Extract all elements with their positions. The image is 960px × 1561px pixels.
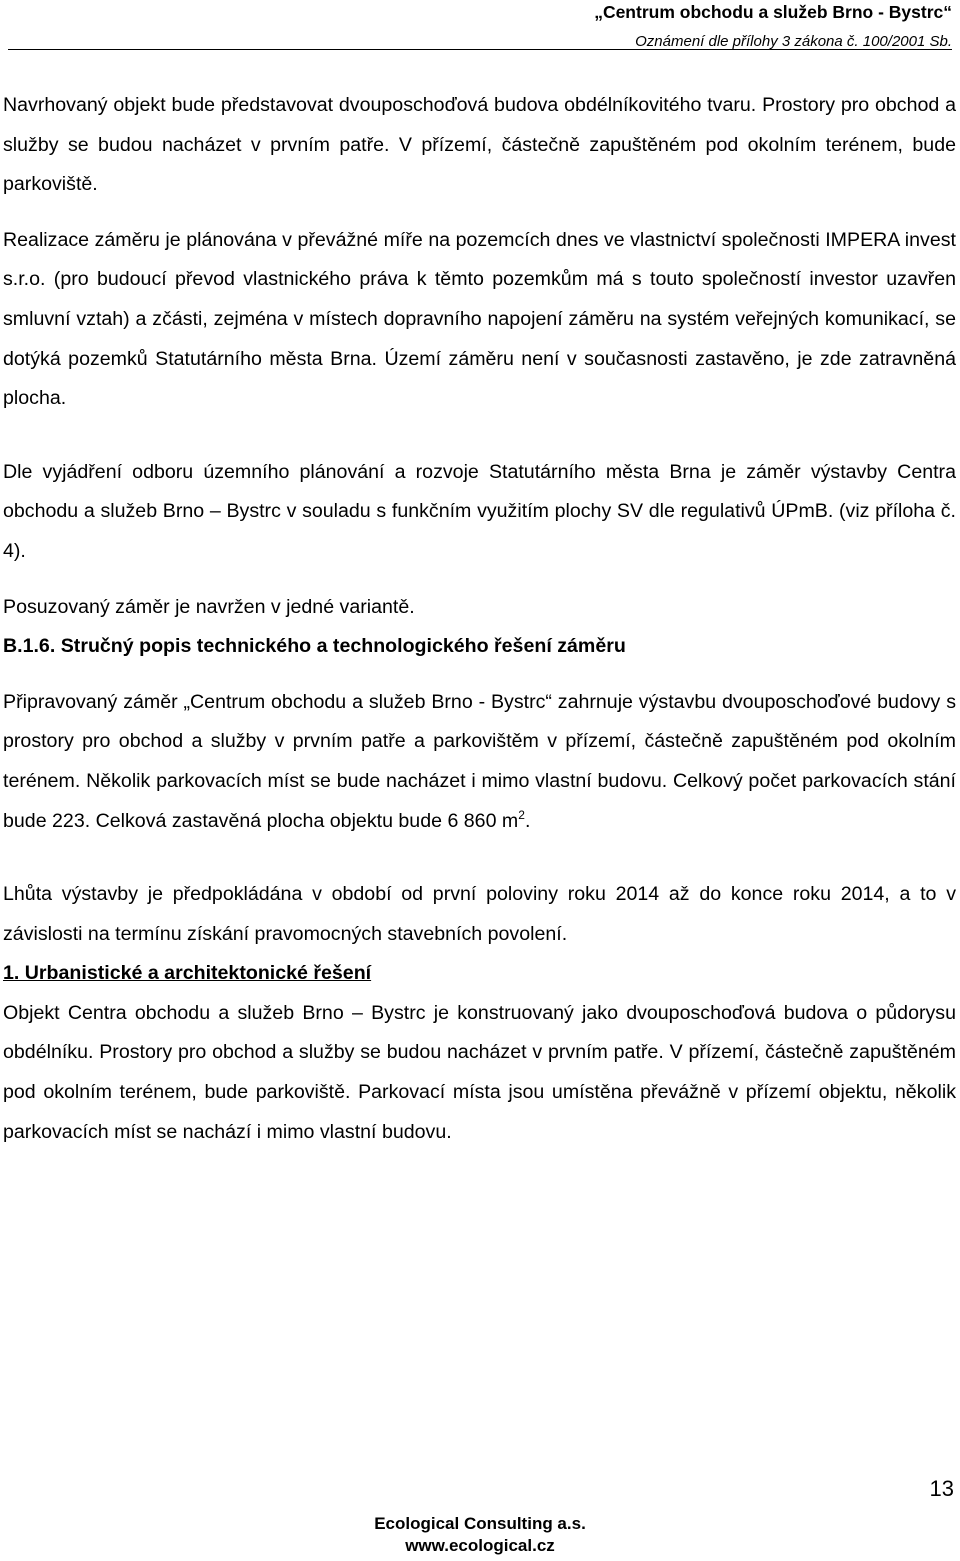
- paragraph-planning-compliance: Dle vyjádření odboru územního plánování a rozvoje Statutárního města Brna je záměr výstavby Centra obchodu a služeb Brno – Bystrc v souladu s funkčním využitím plochy SV dle regulativů ÚPmB. (viz příloha č. 4).: [3, 460, 956, 562]
- paragraph-land-ownership: Realizace záměru je plánována v převážné míře na pozemcích dnes ve vlastnictví společnosti IMPERA invest s.r.o. (pro budoucí převod vlastnického práva k těmto pozemkům má s touto společností investor uzavřen smluvní vztah) a zčásti, zejména v místech dopravního napojení záměru na systém veřejných komunikací, se dotýká pozemků Statutárního města Brna. Území záměru není v současnosti zastavěno, je zde zatravněná plocha.: [3, 228, 956, 410]
- section-heading-b16: B.1.6. Stručný popis technického a technologického řešení záměru: [3, 635, 626, 658]
- footer-company: Ecological Consulting a.s.: [374, 1514, 586, 1533]
- footer-website: www.ecological.cz: [405, 1536, 555, 1555]
- paragraph-variant: Posuzovaný záměr je navržen v jedné variantě.: [3, 595, 415, 618]
- paragraph-architecture: Objekt Centra obchodu a služeb Brno – Bystrc je konstruovaný jako dvouposchoďová budova o půdorysu obdélníku. Prostory pro obchod a služby se budou nacházet v prvním patře. V přízemí, částečně zapuštěném pod okolním terénem, bude parkoviště. Parkovací místa jsou umístěna převážně v přízemí objektu, několik parkovacích míst se nachází i mimo vlastní budovu.: [3, 1001, 956, 1143]
- superscript-squared: 2: [518, 807, 525, 822]
- paragraph-project-summary-text: Připravovaný záměr „Centrum obchodu a služeb Brno - Bystrc“ zahrnuje výstavbu dvouposchoďové budovy s prostory pro obchod a služby v prvním patře a parkovištěm v přízemí, částečně zapuštěném pod okolním terénem. Několik parkovacích míst se bude nacházet i mimo vlastní budovu. Celkový počet parkovacích stání bude 223. Celková zastavěná plocha objektu bude 6 860 m: [3, 690, 956, 832]
- document-subtitle: Oznámení dle přílohy 3 zákona č. 100/2001 Sb.: [635, 33, 952, 50]
- paragraph-project-summary: [3, 683, 956, 841]
- paragraph-building-description: Navrhovaný objekt bude představovat dvouposchoďová budova obdélníkovitého tvaru. Prostory pro obchod a služby se budou nacházet v prvním patře. V přízemí, částečně zapuštěném pod okolním terénem, bude parkoviště.: [3, 94, 956, 196]
- document-body: [3, 86, 956, 1152]
- section-heading-urbanism: 1. Urbanistické a architektonické řešení: [3, 962, 372, 985]
- paragraph-construction-timeline: Lhůta výstavby je předpokládána v období od první poloviny roku 2014 až do konce roku 2014, a to v závislosti na termínu získání pravomocných stavebních povolení.: [3, 883, 956, 945]
- page-header: [594, 0, 952, 51]
- page-number: 13: [929, 1476, 954, 1501]
- header-divider: [8, 49, 952, 50]
- page-footer: [0, 1513, 960, 1557]
- document-title: „Centrum obchodu a služeb Brno - Bystrc“: [594, 2, 952, 22]
- paragraph-project-summary-end: .: [524, 809, 531, 832]
